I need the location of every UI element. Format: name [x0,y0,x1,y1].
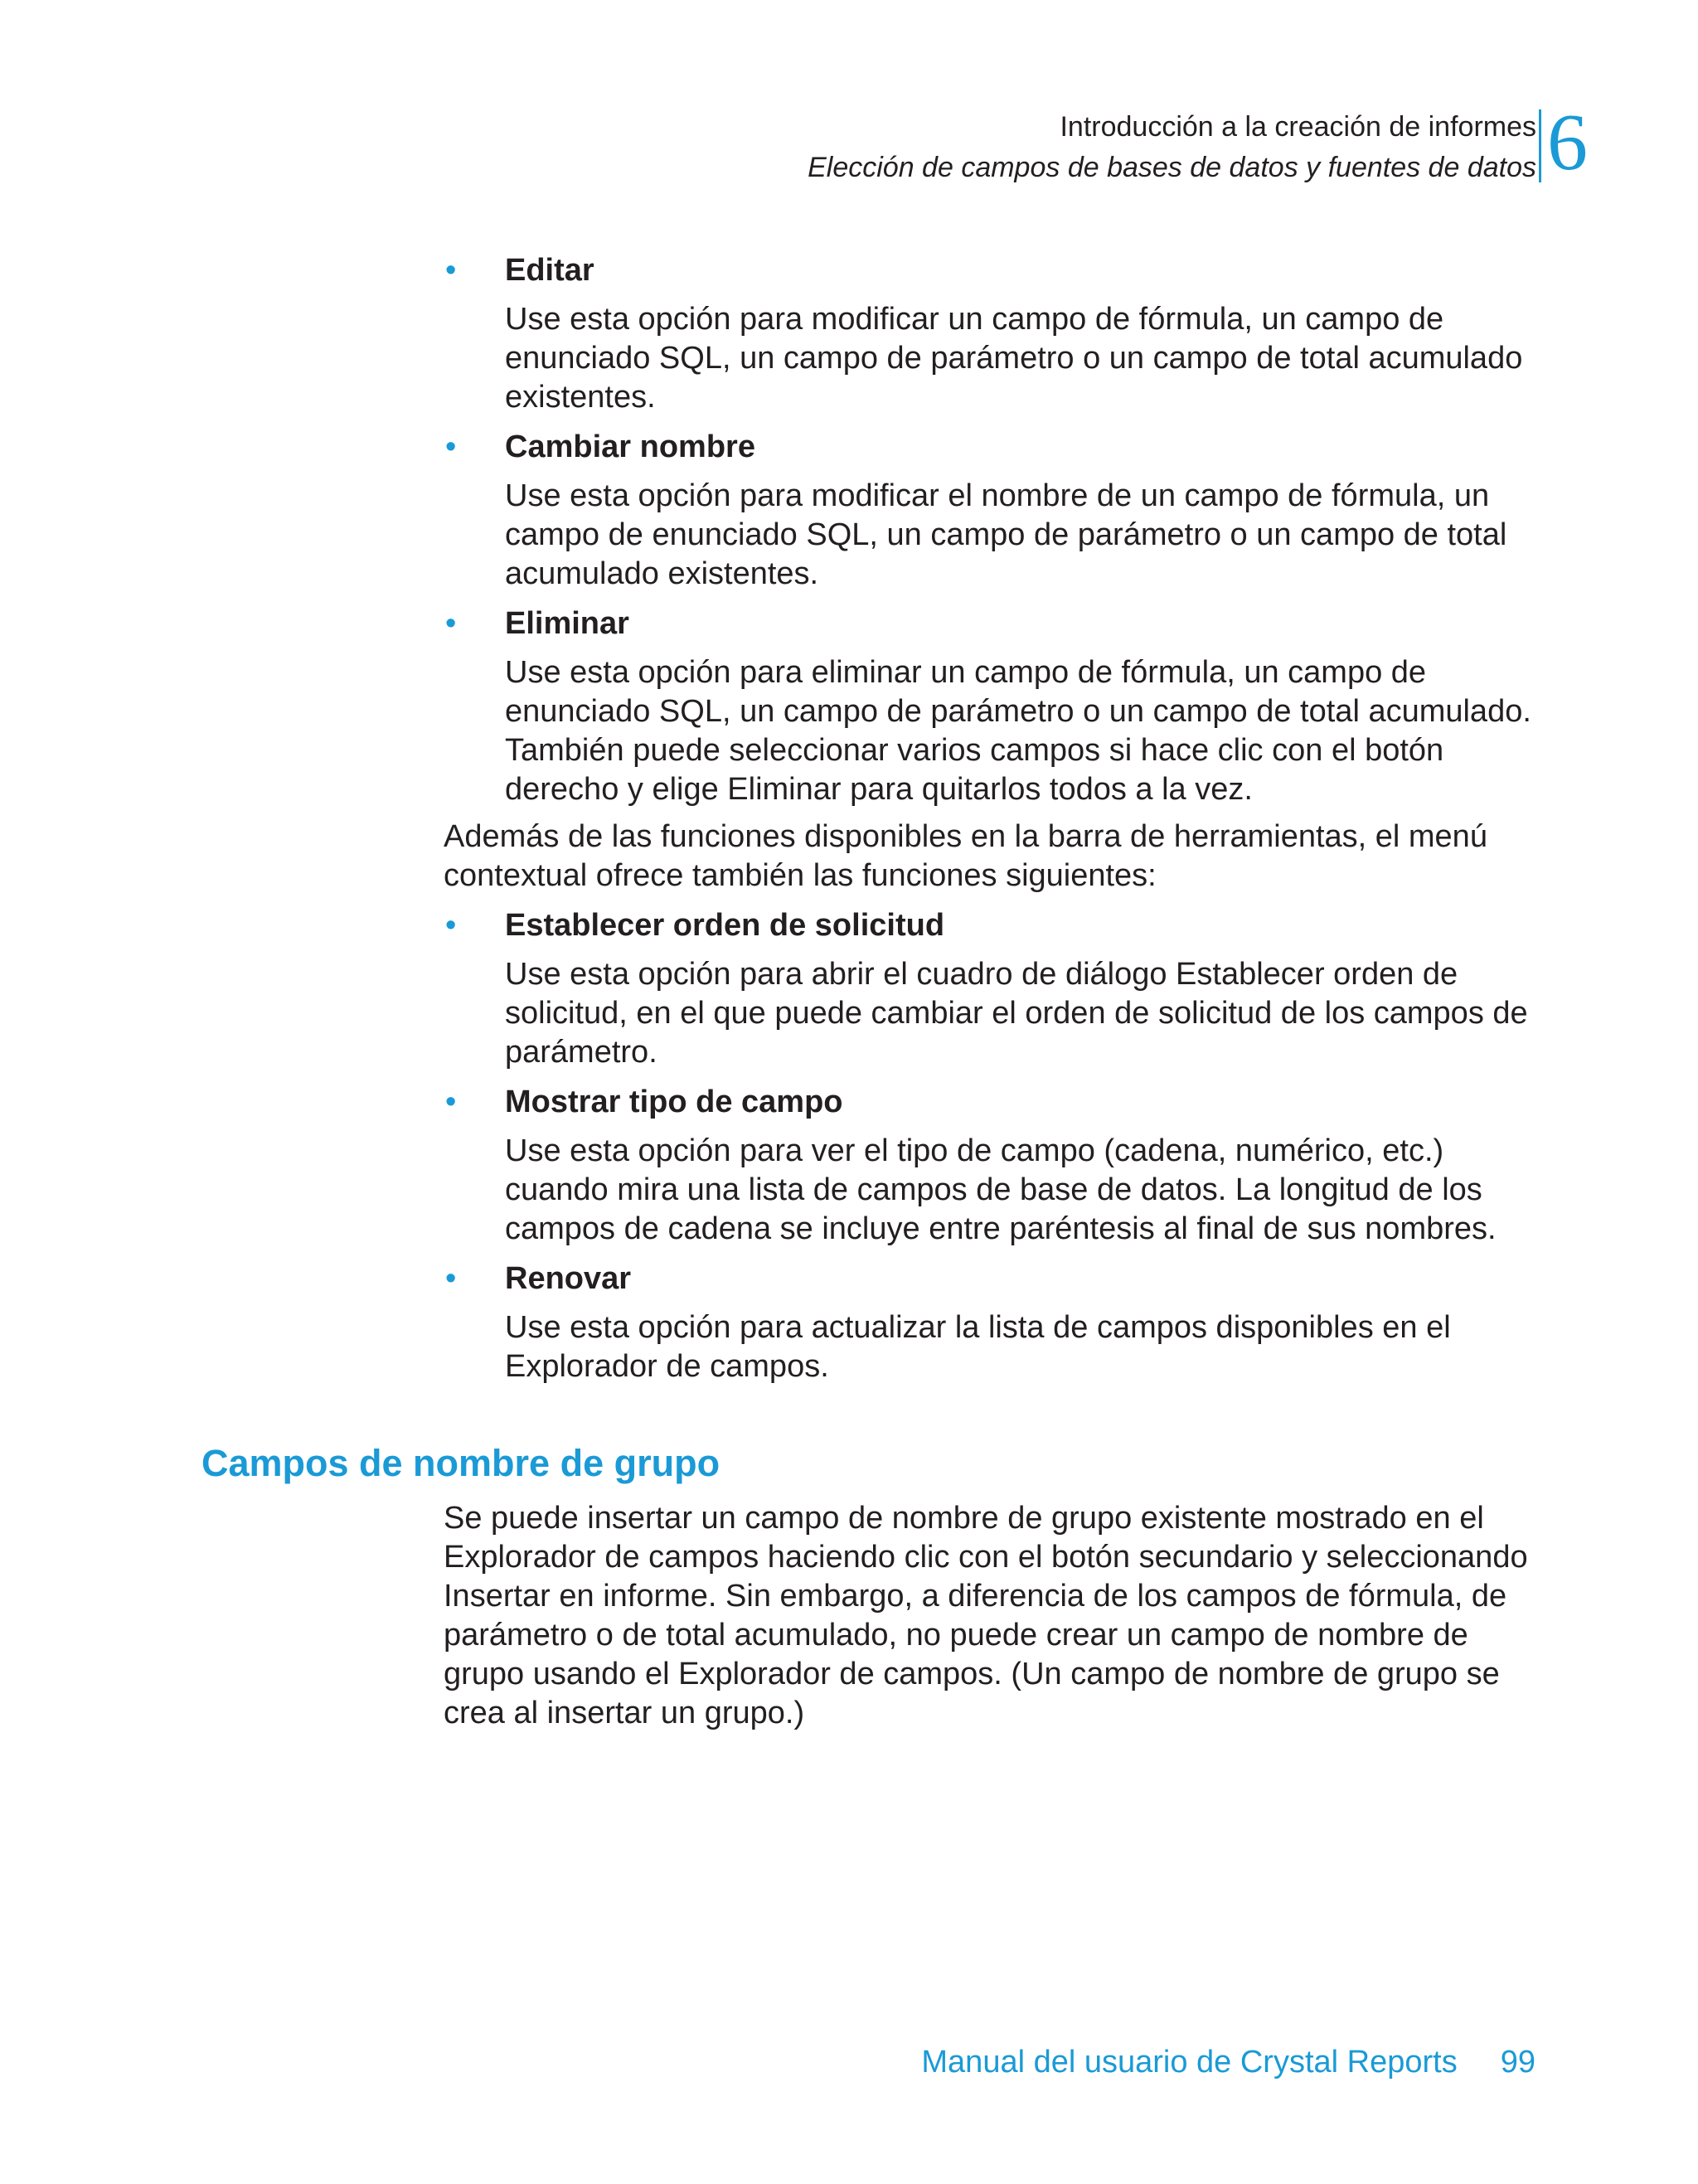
header-divider [1539,109,1541,182]
bullet-icon: • [445,606,457,641]
section-title: Elección de campos de bases de datos y fuentes de datos [808,152,1536,183]
page-number: 99 [1500,2045,1535,2080]
bullet-item-establecer-orden [444,904,1538,1072]
bullet-icon: • [445,430,457,464]
bullet-item-renovar [444,1257,1538,1386]
chapter-number: 6 [1547,98,1588,187]
main-content [444,249,1538,1395]
bullet-title: Renovar [505,1261,632,1296]
bullet-item-cambiar-nombre [444,425,1538,594]
bullet-icon: • [445,908,457,943]
bullet-description: Use esta opción para actualizar la lista de campos disponibles en el Explorador de campos. [505,1310,1451,1384]
manual-title: Manual del usuario de Crystal Reports [921,2045,1458,2080]
bullet-title: Mostrar tipo de campo [505,1085,843,1119]
bullet-icon: • [445,1085,457,1119]
bullet-icon: • [445,1261,457,1296]
bullet-item-eliminar [444,602,1538,809]
running-header [458,108,1536,189]
bullet-title: Cambiar nombre [505,430,755,464]
page-footer [921,2041,1535,2083]
bullet-description: Use esta opción para eliminar un campo de fórmula, un campo de enunciado SQL, un campo de parámetro o un campo de total acumulado. También puede seleccionar varios campos si hace clic con el botón derecho y elige Eliminar para quitarlos todos a la vez. [505,655,1531,807]
bullet-title: Eliminar [505,606,629,641]
bullet-description: Use esta opción para modificar un campo de fórmula, un campo de enunciado SQL, un campo de parámetro o un campo de total acumulado existentes. [505,302,1523,415]
bullet-description: Use esta opción para abrir el cuadro de diálogo Establecer orden de solicitud, en el que puede cambiar el orden de solicitud de los campos de parámetro. [505,957,1528,1070]
intro-paragraph: Además de las funciones disponibles en la barra de herramientas, el menú contextual ofrece también las funciones siguientes: [444,819,1487,893]
bullet-title: Editar [505,253,594,288]
section-heading: Campos de nombre de grupo [201,1442,720,1484]
chapter-title: Introducción a la creación de informes [1060,111,1536,143]
bullet-item-mostrar-tipo [444,1080,1538,1249]
bullet-item-editar [444,249,1538,417]
bullet-icon: • [445,253,457,288]
section-body: Se puede insertar un campo de nombre de grupo existente mostrado en el Explorador de campos haciendo clic con el botón secundario y seleccionando Insertar en informe. Sin embargo, a diferencia de los campos de fórmula, de parámetro o de total acumulado, no puede crear un campo de nombre de grupo usando el Explorador de campos. (Un campo de nombre de grupo se crea al insertar un grupo.) [444,1501,1528,1730]
bullet-title: Establecer orden de solicitud [505,908,945,943]
bullet-description: Use esta opción para modificar el nombre de un campo de fórmula, un campo de enunciado SQL, un campo de parámetro o un campo de total acumulado existentes. [505,478,1507,591]
bullet-description: Use esta opción para ver el tipo de campo (cadena, numérico, etc.) cuando mira una lista de campos de base de datos. La longitud de los campos de cadena se incluye entre paréntesis al final de sus nombres. [505,1133,1497,1246]
